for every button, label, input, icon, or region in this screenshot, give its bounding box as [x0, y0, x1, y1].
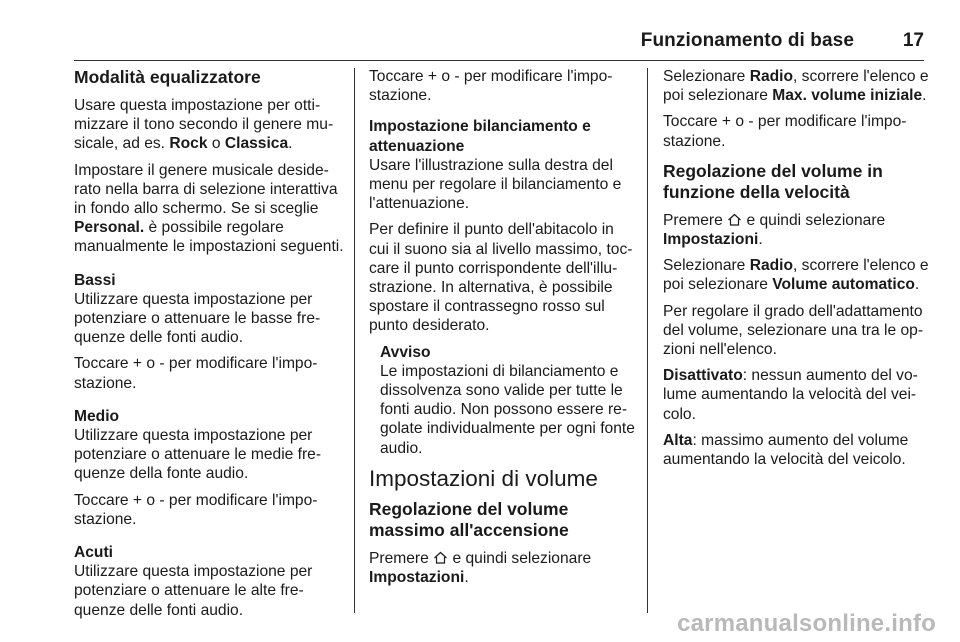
- column-divider-1: [354, 68, 355, 613]
- watermark: carmanualsonline.info: [677, 610, 936, 637]
- paragraph-bassi: Utilizzare questa impostazione per potenziare o attenuare le basse frequenze delle fonti audio.: [74, 290, 321, 347]
- paragraph-disattivato: Disattivato: nessun aumento del volume aumentando la velocità del veicolo.: [663, 367, 918, 423]
- term-impostazioni: Impostazioni: [663, 231, 759, 249]
- term-disattivato: Disattivato: [663, 367, 743, 385]
- term-volume-automatico: Volume automatico: [772, 276, 915, 294]
- heading-impostazioni-volume: Impostazioni di volume: [369, 465, 598, 491]
- paragraph-equalizzatore-intro: Usare questa impostazione per ottimizzare il tono secondo il genere musicale, ad es. Rock o Classica.: [74, 97, 334, 153]
- subheading-bassi: Bassi: [74, 271, 116, 289]
- note-title: Avviso: [380, 343, 431, 361]
- subheading-bilanciamento: Impostazione bilanciamento e attenuazione: [369, 118, 591, 155]
- page-header: [74, 10, 924, 61]
- term-max-volume: Max. volume iniziale: [772, 87, 923, 105]
- heading-volume-velocita: Regolazione del volume in funzione della velocità: [663, 160, 883, 202]
- term-alta: Alta: [663, 431, 693, 449]
- paragraph-bassi-toccare: Toccare + o - per modificare l'impostazione.: [74, 355, 318, 392]
- note-avviso: [369, 343, 637, 458]
- paragraph-medio-toccare: Toccare + o - per modificare l'impostazione.: [74, 491, 318, 528]
- paragraph-equalizzatore-genre: Impostare il genere musicale desiderato nella barra di selezione interattiva in fondo allo schermo. Se si sceglie Personal. è possibile regolare manualmente le impostazioni seguenti.: [74, 161, 344, 256]
- paragraph-alta: Alta: massimo aumento del volume aumentando la velocità del veicolo.: [663, 431, 909, 469]
- note-text: Le impostazioni di bilanciamento e dissolvenza sono valide per tutte le fonti audio. Non possono essere regolate individualmente per ogni fonte audio.: [380, 362, 635, 457]
- term-radio: Radio: [749, 257, 794, 275]
- paragraph-premere: Premere e quindi selezionare Impostazioni.: [663, 211, 886, 249]
- paragraph-acuti: Utilizzare questa impostazione per potenziare o attenuare le alte frequenze delle fonti audio.: [74, 563, 313, 619]
- column-1: [74, 67, 346, 627]
- term-impostazioni: Impostazioni: [369, 569, 465, 587]
- column-2: [369, 67, 637, 594]
- paragraph-bilanciamento: Usare l'illustrazione sulla destra del menu per regolare il bilanciamento e l'attenuazione.: [369, 156, 622, 213]
- paragraph-toccare: Toccare + o - per modificare l'impostazione.: [369, 68, 613, 105]
- column-3: [663, 67, 929, 476]
- column-divider-2: [647, 68, 648, 613]
- home-icon: [433, 551, 448, 564]
- subheading-acuti: Acuti: [74, 544, 113, 562]
- paragraph-selezionare-radio: Selezionare Radio, scorrere l'elenco e poi selezionare Max. volume iniziale.: [663, 68, 929, 105]
- term-radio: Radio: [749, 68, 794, 85]
- paragraph-selezionare-auto: Selezionare Radio, scorrere l'elenco e poi selezionare Volume automatico.: [663, 257, 929, 294]
- page-number: 17: [902, 30, 924, 51]
- heading-equalizzatore: Modalità equalizzatore: [74, 67, 261, 87]
- paragraph-toccare: Toccare + o - per modificare l'impostazione.: [663, 113, 907, 150]
- heading-volume-massimo: Regolazione del volume massimo all'accensione: [369, 498, 569, 540]
- home-icon: [727, 213, 742, 226]
- term-personal: Personal.: [74, 219, 145, 237]
- paragraph-grado: Per regolare il grado dell'adattamento del volume, selezionare una tra le opzioni nell'elenco.: [663, 302, 924, 359]
- paragraph-medio: Utilizzare questa impostazione per potenziare o attenuare le medie frequenze della fonte audio.: [74, 427, 322, 483]
- subheading-medio: Medio: [74, 407, 120, 425]
- paragraph-punto: Per definire il punto dell'abitacolo in cui il suono sia al livello massimo, toccare il punto corrispondente dell'illustrazione. In alternativa, è possibile spostare il contrassegno rosso sul punto desiderato.: [369, 221, 633, 335]
- term-classica: Classica: [224, 135, 289, 153]
- section-title: Funzionamento di base: [640, 30, 854, 51]
- term-rock: Rock: [169, 135, 208, 153]
- paragraph-premere: Premere e quindi selezionare Impostazioni.: [369, 549, 592, 587]
